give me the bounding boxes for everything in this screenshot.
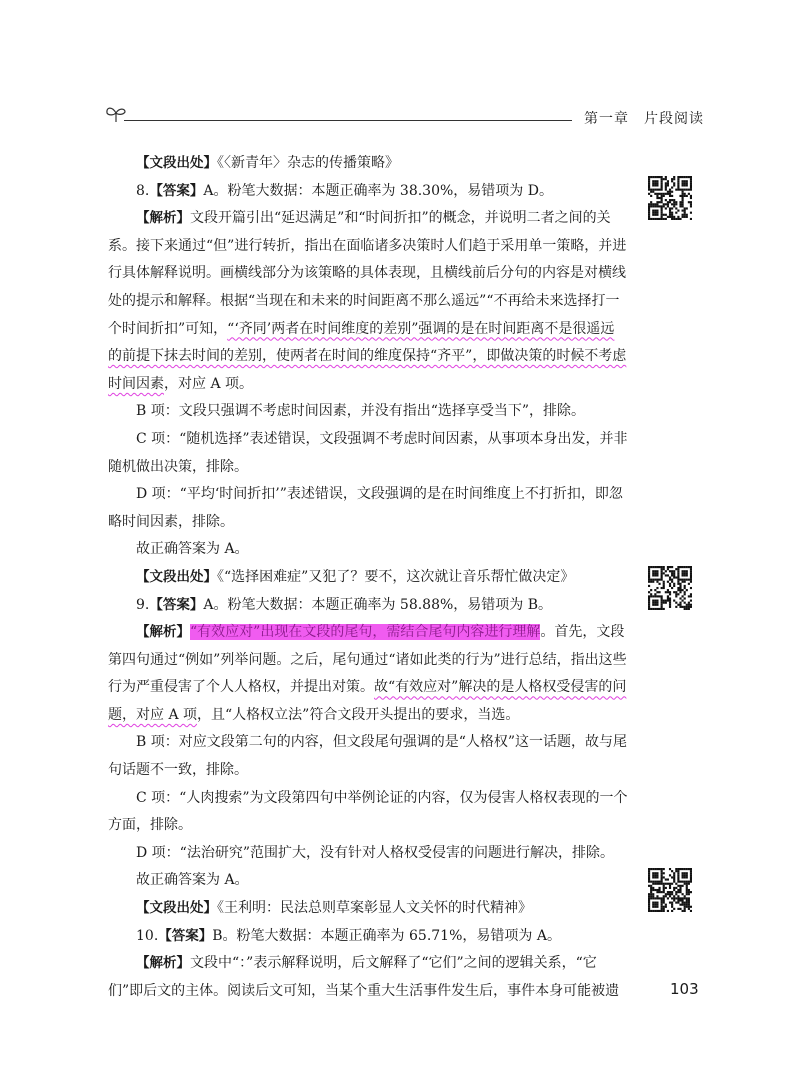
source-line: 【文段出处】《〈新青年〉杂志的传播策略》: [136, 155, 399, 171]
highlighted-text: “有效应对”出现在文段的尾句，需结合尾句内容进行理解: [190, 624, 541, 641]
page-number: 103: [670, 980, 699, 998]
source-line: 【文段出处】《“选择困难症”又犯了？要不，这次就让音乐帮忙做决定》: [136, 568, 575, 585]
page-content: [108, 150, 628, 1005]
analysis-paragraph: 【解析】文段中“：”表示解释说明，后文解释了“它们”之间的逻辑关系，“它们”即后文的主体。阅读后文可知，当某个重大生活事件发生后，事件本身可能被遗: [108, 955, 620, 999]
conclusion-line: 故正确答案为 A。: [136, 872, 249, 889]
answer-line: 10.【答案】B。粉笔大数据：本题正确率为 65.71%，易错项为 A。: [136, 927, 561, 944]
chapter-title: 第一章 片段阅读: [584, 111, 704, 127]
answer-line: 8.【答案】A。粉笔大数据：本题正确率为 38.30%，易错项为 D。: [136, 182, 553, 199]
qr-code-icon[interactable]: [648, 868, 692, 912]
option-analysis: D 项：“法治研究”范围扩大，没有针对人格权受侵害的问题进行解决，排除。: [136, 844, 614, 861]
option-analysis: B 项：文段只强调不考虑时间因素，并没有指出“选择享受当下”，排除。: [136, 403, 586, 420]
source-line: 【文段出处】《王利明：民法总则草案彰显人文关怀的时代精神》: [136, 900, 532, 917]
option-analysis: D 项：“平均‘时间折扣’”表述错误，文段强调的是在时间维度上不打折扣，即忽略时间因素，排除。: [108, 486, 623, 530]
option-analysis: C 项：“人肉搜索”为文段第四句中举例论证的内容，仅为侵害人格权表现的一个方面，排除。: [108, 789, 628, 834]
qr-code-icon[interactable]: [648, 176, 692, 220]
answer-line: 9.【答案】A。粉笔大数据：本题正确率为 58.88%，易错项为 B。: [136, 596, 553, 613]
analysis-paragraph: 【解析】“有效应对”出现在文段的尾句，需结合尾句内容进行理解。首先，文段第四句通过“例如”列举问题。之后，尾句通过“诸如此类的行为”进行总结，指出这些行为严重侵害了个人人格权，并提出对策。故“有效应对”解决的是人格权受侵害的问题，对应 A 项，且“人格权立法”符合文段开头提出的要求，当选。: [108, 624, 627, 723]
header-rule: [124, 120, 572, 121]
option-analysis: B 项：对应文段第二句的内容，但文段尾句强调的是“人格权”这一话题，故与尾句话题不一致，排除。: [108, 734, 628, 779]
option-analysis: C 项：“随机选择”表述错误，文段强调不考虑时间因素，从事项本身出发，并非随机做出决策，排除。: [108, 430, 628, 475]
wavy-underlined-text: “‘齐同’两者在时间维度的差别”强调的是在时间距离不是很遥远的前提下抹去时间的差别，使两者在时间的维度保持“齐平”，即做决策的时候不考虑时间因素: [108, 320, 627, 392]
conclusion-line: 故正确答案为 A。: [136, 541, 249, 558]
analysis-paragraph: 【解析】文段开篇引出“延迟满足”和“时间折扣”的概念，并说明二者之间的关系。接下来通过“但”进行转折，指出在面临诸多决策时人们趋于采用单一策略，并进行具体解释说明。画横线部分为该策略的具体表现，且横线前后分句的内容是对横线处的提示和解释。根据“当现在和未来的时间距离不那么遥远”“不再给未来选择打一个时间折扣”可知，“‘齐同’两者在时间维度的差别”强调的是在时间距离不是很遥远的前提下抹去时间的差别，使两者在时间的维度保持“齐平”，即做决策的时候不考虑时间因素，对应 A 项。: [108, 210, 627, 392]
wavy-underlined-text: 故“有效应对”解决的是人格权受侵害的问题，对应 A 项: [108, 679, 627, 723]
qr-code-icon[interactable]: [648, 566, 692, 610]
sprout-icon: [104, 104, 128, 124]
